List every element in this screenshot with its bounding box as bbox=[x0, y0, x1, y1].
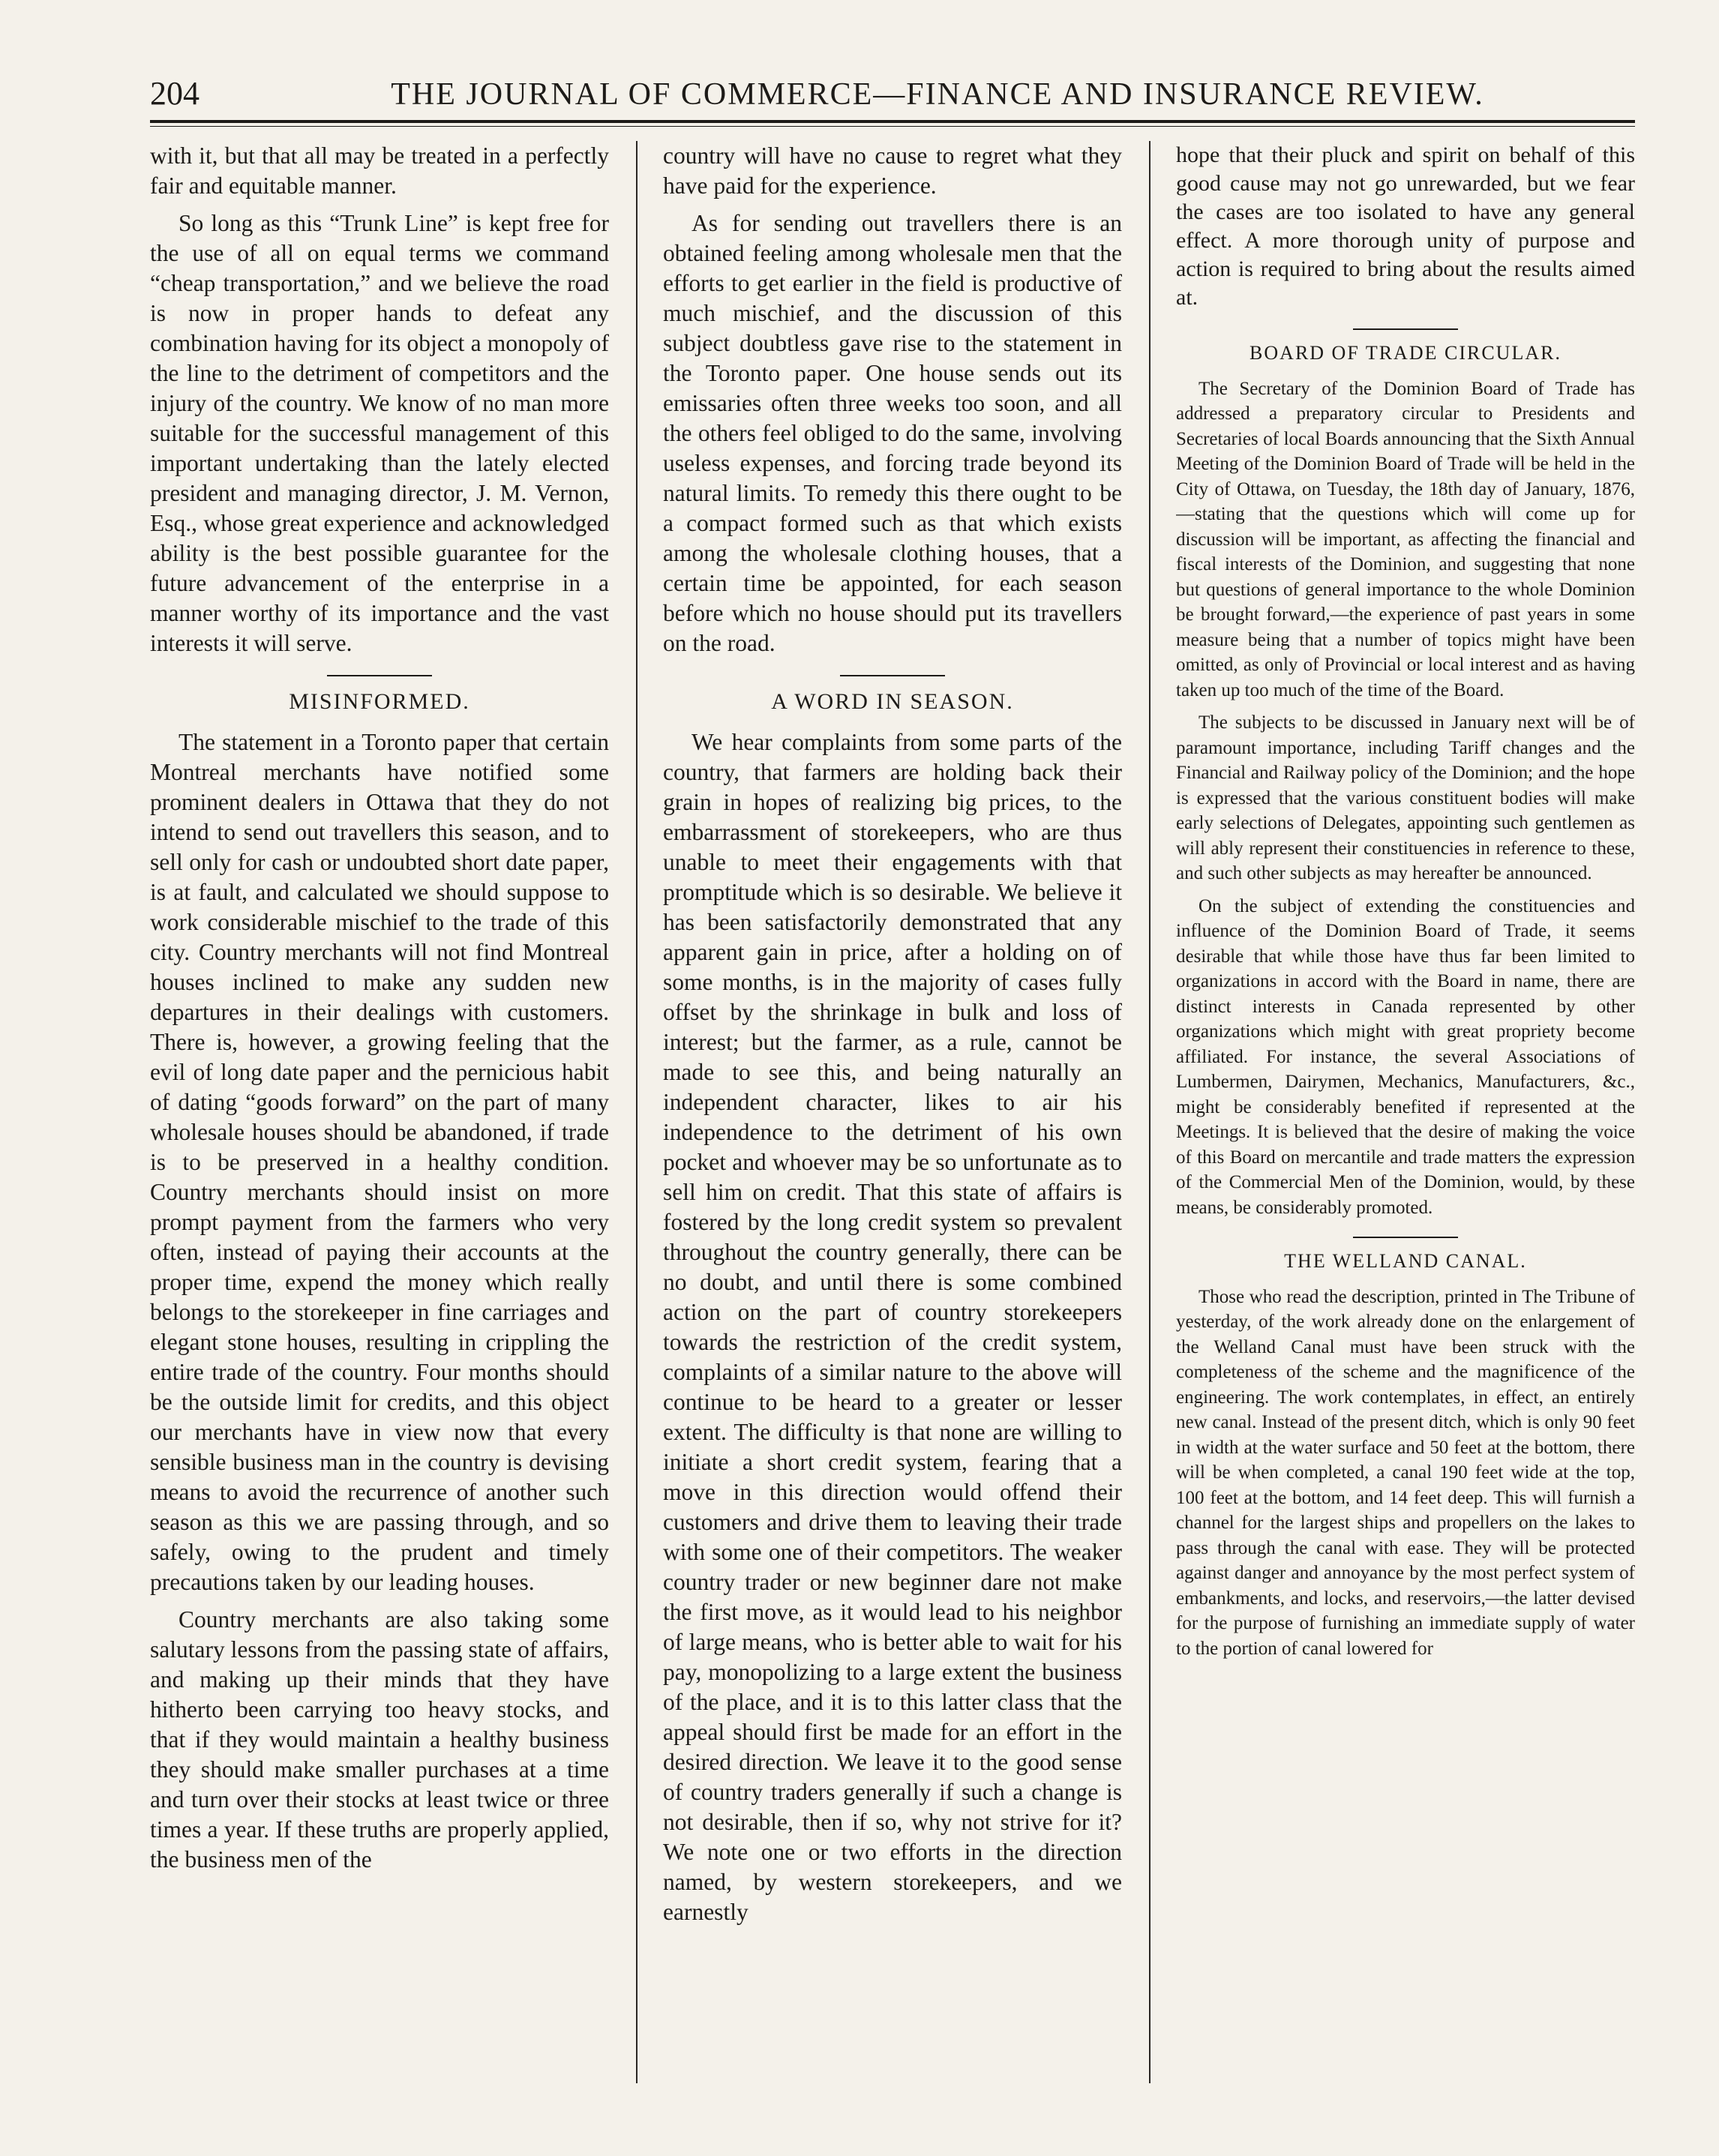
article-paragraph: We hear complaints from some parts of the country, that farmers are holding back their grain in hopes of realizing big prices, to the embarrassment of storekeepers, who are thus unable to meet their engagements with that promptitude which is so desirable. We believe it has been satisfactorily demonstrated that any apparent gain in price, after a holding on of some months, is in the majority of cases fully offset by the shrinkage in bulk and loss of interest; but the farmer, as a rule, cannot be made to see this, and being naturally an independent character, likes to air his independence to the detriment of his own pocket and whoever may be so unfortunate as to sell him on credit. That this state of affairs is fostered by the long credit system so prevalent throughout the country generally, there can be no doubt, and until there is some combined action on the part of country storekeepers towards the restriction of the credit system, complaints of a similar nature to the above will continue to be heard to a greater or lesser extent. The difficulty is that none are willing to initiate a short credit system, fearing that a move in this direction would offend their customers and drive them to leaving their trade with some one of their competitors. The weaker country trader or new beginner dare not make the first move, as it would lead to his neighbor of large means, who is better able to wait for his pay, monopolizing to a large extent the business of the place, and it is to this latter class that the appeal should first be made for an effort in the desired direction. We leave it to the good sense of country traders generally if such a change is not desirable, then if so, why not strive for it? We note one or two efforts in the direction named, by western storekeepers, and we earnestly bbox=[663, 729, 1122, 1925]
article-paragraph: As for sending out travellers there is an obtained feeling among wholesale men that the efforts to get earlier in the field is productive of much mischief, and the discussion of this subject doubtless gave rise to the statement in the Toronto paper. One house sends out its emissaries often three weeks too soon, and all the others feel obliged to do the same, involving useless expenses, and forcing trade beyond its natural limits. To remedy this there ought to be a compact formed such as that which exists among the wholesale clothing houses, that a certain time be appointed, for each season before which no house should put its travellers on the road. bbox=[663, 210, 1122, 656]
section-divider bbox=[1353, 1237, 1458, 1238]
page-number: 204 bbox=[150, 75, 200, 112]
article-paragraph: country will have no cause to regret what they have paid for the experience. bbox=[663, 142, 1122, 199]
column-right bbox=[1176, 141, 1635, 2083]
column-divider bbox=[636, 141, 638, 2083]
column-divider bbox=[1149, 141, 1150, 2083]
column-middle bbox=[663, 141, 1122, 2083]
masthead bbox=[150, 52, 1635, 112]
article-paragraph: with it, but that all may be treated in a perfectly fair and equitable manner. bbox=[150, 142, 609, 199]
article-paragraph: The Secretary of the Dominion Board of Trade has addressed a preparatory circular to Presidents and Secretaries of local Boards announcing that the Sixth Annual Meeting of the Dominion Board of Trade will be held in the City of Ottawa, on Tuesday, the 18th day of January, 1876,—stating that the questions which will come up for discussion will be important, as affecting the financial and fiscal interests of the Dominion, and suggesting that none but questions of general importance to the whole Dominion be brought forward,—the experience of past years in some measure being that a number of topics might have been omitted, as only of Provincial or local interest and as having taken up too much of the time of the Board. bbox=[1176, 378, 1635, 700]
article-paragraph: So long as this “Trunk Line” is kept free for the use of all on equal terms we command “cheap transportation,” and we believe the road is now in proper hands to defeat any combination having for its object a monopoly of the line to the detriment of competitors and the injury of the country. We know of no man more suitable for the successful management of this important undertaking than the lately elected president and managing director, J. M. Vernon, Esq., whose great experience and acknowledged ability is the best possible guarantee for the future advancement of the enterprise in a manner worthy of its importance and the vast interests it will serve. bbox=[150, 210, 609, 656]
section-divider bbox=[1353, 328, 1458, 330]
section-heading-board-of-trade: BOARD OF TRADE CIRCULAR. bbox=[1250, 342, 1562, 364]
article-paragraph: On the subject of extending the constituencies and influence of the Dominion Board of Trade, it seems desirable that while those have thus far been limited to organizations in accord with the Board in name, there are distinct interests in Canada represented by other organizations which might with great propriety become affiliated. For instance, the several Associations of Lumbermen, Dairymen, Mechanics, Manufacturers, &c., might be considerably benefited if represented at the Meetings. It is believed that the desire of making the voice of this Board on mercantile and trade matters the expression of the Commercial Men of the Dominion, would, by these means, be considerably promoted. bbox=[1176, 895, 1635, 1218]
article-paragraph: The subjects to be discussed in January next will be of paramount importance, including Tariff changes and the Financial and Railway policy of the Dominion; and the hope is expressed that the various constituent bodies will make early selections of Delegates, appointing such gentlemen as will ably represent their constituencies in reference to these, and such other subjects as may hereafter be announced. bbox=[1176, 712, 1635, 883]
article-paragraph: The statement in a Toronto paper that certain Montreal merchants have notified some prominent dealers in Ottawa that they do not intend to send out travellers this season, and to sell only for cash or undoubted short date paper, is at fault, and calculated we should suppose to work considerable mischief to the trade of this city. Country merchants will not find Montreal houses inclined to make any sudden new departures in their dealings with customers. There is, however, a growing feeling that the evil of long date paper and the pernicious habit of dating “goods forward” on the part of many wholesale houses should be abandoned, if trade is to be preserved in a healthy condition. Country merchants should insist on more prompt payment from the farmers who very often, instead of paying their accounts at the proper time, expend the money which really belongs to the storekeeper in fine carriages and elegant stone houses, resulting in crippling the entire trade of the country. Four months should be the outside limit for credits, and this object our merchants have in view now that every sensible business man in the country is devising means to avoid the recurrence of another such season as this we are passing through, and so safely, owing to the prudent and timely precautions taken by our leading houses. bbox=[150, 729, 609, 1595]
article-paragraph: Country merchants are also taking some salutary lessons from the passing state of affairs, and making up their minds that they have hitherto been carrying too heavy stocks, and that if they would maintain a healthy business they should make smaller purchases at a time and turn over their stocks at least twice or three times a year. If these truths are properly applied, the business men of the bbox=[150, 1606, 609, 1873]
column-left bbox=[150, 141, 609, 2083]
article-paragraph: Those who read the description, printed in The Tribune of yesterday, of the work already done on the enlargement of the Welland Canal must have been struck with the completeness of the scheme and the magnificence of the engineering. The work contemplates, in effect, an entirely new canal. Instead of the present ditch, which is only 90 feet in width at the water surface and 50 feet at the bottom, there will be when completed, a canal 190 feet wide at the top, 100 feet at the bottom, and 14 feet deep. This will furnish a channel for the largest ships and propellers on the lakes to pass through the canal with ease. They will be protected against danger and annoyance by the most perfect system of embankments, and locks, and reservoirs,—the latter devised for the purpose of furnishing an immediate supply of water to the portion of canal lowered for bbox=[1176, 1286, 1635, 1659]
section-heading-welland-canal: THE WELLAND CANAL. bbox=[1284, 1250, 1527, 1272]
section-heading-word-in-season: A WORD IN SEASON. bbox=[771, 689, 1014, 714]
header-rule-thick bbox=[150, 120, 1635, 123]
newspaper-page bbox=[150, 52, 1635, 2092]
section-divider bbox=[840, 675, 945, 676]
section-heading-misinformed: MISINFORMED. bbox=[289, 689, 470, 714]
header-rule-thin bbox=[150, 126, 1635, 127]
section-divider bbox=[327, 675, 432, 676]
journal-title: THE JOURNAL OF COMMERCE—FINANCE AND INSURANCE REVIEW. bbox=[391, 77, 1484, 112]
article-paragraph: hope that their pluck and spirit on behalf of this good cause may not go unrewarded, but we fear the cases are too isolated to have any general effect. A more thorough unity of purpose and action is required to bring about the results aimed at. bbox=[1176, 142, 1635, 310]
